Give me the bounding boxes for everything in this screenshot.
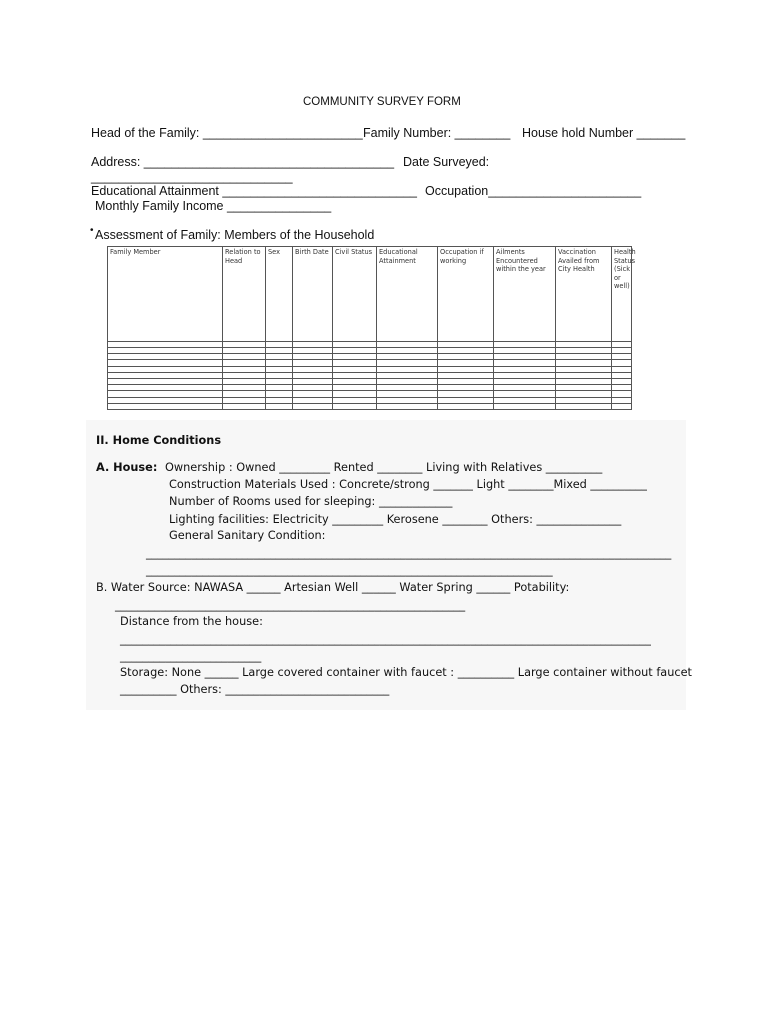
column-header: Health Status (Sick or well) xyxy=(612,247,632,342)
sanitary-line-2: ________________________________________________________________________ xyxy=(146,564,553,577)
monthly-income-field: Monthly Family Income _______________ xyxy=(95,199,332,213)
table-cell xyxy=(108,403,223,409)
assessment-bullet: • xyxy=(90,225,94,236)
lighting-line: Lighting facilities: Electricity _________ Kerosene ________ Others: _______________ xyxy=(169,513,622,526)
distance-line-1: ______________________________________________________________________________________________ xyxy=(120,633,651,646)
column-header: Birth Date xyxy=(293,247,333,342)
column-header: Ailments Encountered within the year xyxy=(494,247,556,342)
family-number-field: Family Number: ________ xyxy=(363,126,511,140)
storage-line-2: __________ Others: _____________________________ xyxy=(120,683,390,696)
table-cell xyxy=(494,403,556,409)
occupation-field: Occupation______________________ xyxy=(425,184,642,198)
table-cell xyxy=(266,403,293,409)
rooms-line: Number of Rooms used for sleeping: _____________ xyxy=(169,495,453,508)
form-title: COMMUNITY SURVEY FORM xyxy=(303,96,461,108)
column-header: Educational Attainment xyxy=(377,247,438,342)
sanitary-line-1: _____________________________________________________________________________________________ xyxy=(146,547,672,560)
home-conditions-heading: II. Home Conditions xyxy=(96,434,222,447)
table-cell xyxy=(223,403,266,409)
table-header-row xyxy=(108,247,632,342)
household-number-field: House hold Number _______ xyxy=(522,126,686,140)
assessment-heading: Assessment of Family: Members of the Household xyxy=(95,228,375,242)
household-members-table xyxy=(107,246,636,410)
column-header: Civil Status xyxy=(333,247,377,342)
water-source-blank: ______________________________________________________________ xyxy=(115,599,466,612)
table-cell xyxy=(293,403,333,409)
table-body xyxy=(108,341,632,409)
table-cell xyxy=(438,403,494,409)
table-cell xyxy=(333,403,377,409)
column-header: Relation to Head xyxy=(223,247,266,342)
distance-line-2: _________________________ xyxy=(120,650,262,663)
water-source-line: B. Water Source: NAWASA ______ Artesian Well ______ Water Spring ______ Potability: xyxy=(96,581,570,594)
construction-line: Construction Materials Used : Concrete/strong _______ Light ________Mixed __________ xyxy=(169,478,647,491)
column-header: Occupation if working xyxy=(438,247,494,342)
table-cell xyxy=(377,403,438,409)
date-surveyed-field: Date Surveyed: xyxy=(403,155,490,169)
address-field: Address: ____________________________________ xyxy=(91,155,395,169)
table-row xyxy=(108,403,632,409)
storage-line: Storage: None ______ Large covered container with faucet : __________ Large container without faucet xyxy=(120,666,692,679)
educational-attainment-field: Educational Attainment ____________________________ xyxy=(91,184,417,198)
column-header: Vaccination Availed from City Health xyxy=(556,247,612,342)
column-header: Sex xyxy=(266,247,293,342)
table-cell xyxy=(612,403,632,409)
sanitary-label: General Sanitary Condition: xyxy=(169,529,326,542)
table-cell xyxy=(556,403,612,409)
column-header: Family Member xyxy=(108,247,223,342)
distance-label: Distance from the house: xyxy=(120,615,263,628)
head-of-family-field: Head of the Family: _______________________ xyxy=(91,126,363,140)
address-line-2: _____________________________ xyxy=(91,170,293,184)
house-label: A. House: xyxy=(96,461,158,474)
ownership-line: Ownership : Owned _________ Rented ________ Living with Relatives __________ xyxy=(165,461,603,474)
